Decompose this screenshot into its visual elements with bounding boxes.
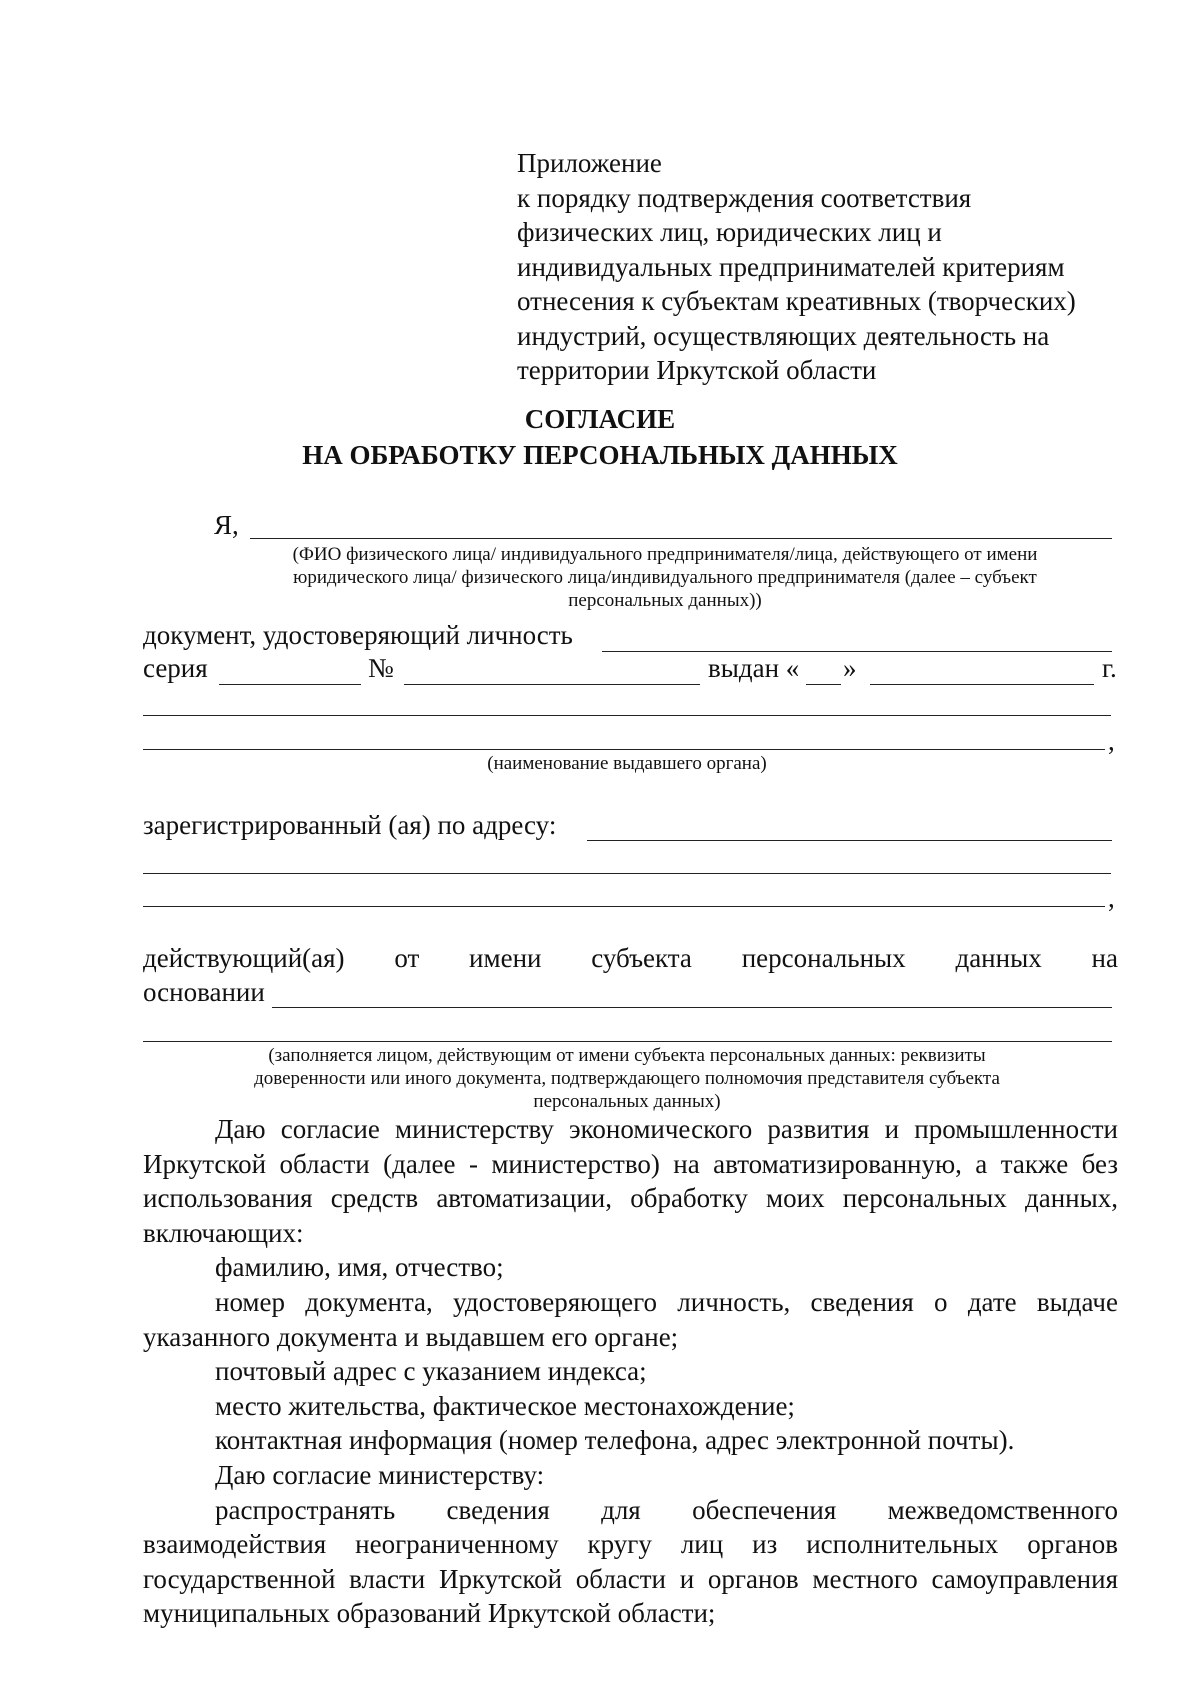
comma: , (1108, 883, 1115, 913)
acting-word: на (1091, 943, 1118, 973)
basis-hint-line: (заполняется лицом, действующим от имени субъекта персональных данных: реквизиты (268, 1045, 986, 1066)
issuer-hint: (наименование выдавшего органа) (487, 753, 767, 774)
appendix-line: отнесения к субъектам креативных (творческих) (517, 286, 1076, 316)
ya-label: Я, (214, 510, 239, 540)
distribute-line: распространять сведения для обеспечения межведомственного (215, 1494, 1118, 1525)
comma: , (1108, 726, 1115, 756)
distribute-line: взаимодействия неограниченному кругу лиц из исполнительных органов (143, 1529, 1118, 1560)
acting-word: имени (469, 943, 542, 973)
basis-field-line[interactable] (272, 1007, 1112, 1008)
consent-line: использования средств автоматизации, обработку моих персональных данных, (143, 1183, 1118, 1214)
document-subtitle: НА ОБРАБОТКУ ПЕРСОНАЛЬНЫХ ДАННЫХ (302, 440, 898, 470)
appendix-line: Приложение (517, 148, 662, 178)
consent-line: Даю согласие министерству экономического развития и промышленности (215, 1114, 1118, 1144)
basis-field-line-2[interactable] (143, 1041, 1112, 1042)
acting-line (143, 943, 1118, 974)
issuer-field-line-2[interactable] (143, 749, 1105, 750)
consent2-line: Даю согласие министерству: (215, 1459, 545, 1490)
doc-label: документ, удостоверяющий личность (143, 620, 573, 650)
acting-word: субъекта (591, 943, 692, 973)
issued-close-quote: » (843, 653, 857, 683)
year-suffix: г. (1102, 653, 1117, 683)
consent-paragraph (143, 1112, 1118, 1631)
number-label: № (368, 653, 394, 683)
list-item-residence: место жительства, фактическое местонахождение; (215, 1390, 795, 1421)
list-item-contacts: контактная информация (номер телефона, адрес электронной почты). (215, 1425, 1015, 1456)
address-field-line-3[interactable] (143, 906, 1105, 907)
address-field-line[interactable] (587, 840, 1112, 841)
distribute-line: государственной власти Иркутской области и органов местного самоуправления (143, 1563, 1118, 1594)
consent-line: включающих: (143, 1217, 304, 1248)
doc-field-line[interactable] (602, 651, 1112, 652)
basis-hint (143, 1044, 1111, 1113)
series-label: серия (143, 653, 208, 683)
issued-day-field-line[interactable] (806, 684, 841, 685)
appendix-line: к порядку подтверждения соответствия (517, 182, 972, 213)
issuer-field-line[interactable] (143, 715, 1111, 716)
issued-date-field-line[interactable] (870, 684, 1094, 685)
basis-hint-line: персональных данных) (533, 1091, 721, 1112)
list-item-doc: номер документа, удостоверяющего личность, сведения о дате выдаче (215, 1286, 1118, 1317)
appendix-line: индивидуальных предпринимателей критериям (517, 251, 1065, 282)
series-field-line[interactable] (219, 684, 361, 685)
consent-line: Иркутской области (далее - министерство) на автоматизированную, а также без (143, 1148, 1118, 1179)
fio-hint (190, 543, 1140, 612)
appendix-line: физических лиц, юридических лиц и (517, 217, 942, 247)
list-item-post: почтовый адрес с указанием индекса; (215, 1356, 647, 1387)
appendix-line: индустрий, осуществляющих деятельность на (517, 320, 1050, 351)
fio-hint-line: персональных данных)) (568, 590, 762, 611)
fio-hint-line: (ФИО физического лица/ индивидуального предпринимателя/лица, действующего от имени (292, 544, 1038, 565)
basis-hint-line: доверенности или иного документа, подтверждающего полномочия представителя субъекта (254, 1068, 1000, 1089)
number-field-line[interactable] (404, 684, 700, 685)
list-item-doc-cont: указанного документа и выдавшем его органе; (143, 1321, 679, 1352)
address-field-line-2[interactable] (143, 873, 1111, 874)
appendix-block (517, 146, 1117, 388)
distribute-line: муниципальных образований Иркутской области; (143, 1598, 716, 1629)
document-title: СОГЛАСИЕ (524, 404, 676, 434)
acting-word: персональных (741, 943, 906, 973)
fio-hint-line: юридического лица/ физического лица/индивидуального предпринимателя (далее – субъект (293, 567, 1037, 588)
appendix-line: территории Иркутской области (517, 355, 877, 385)
basis-label: основании (143, 977, 265, 1007)
acting-word: данных (955, 943, 1042, 973)
issued-label: выдан « (708, 653, 800, 683)
list-item-fio: фамилию, имя, отчество; (215, 1252, 504, 1283)
acting-word: действующий(ая) (143, 943, 345, 973)
fio-field-line[interactable] (250, 538, 1112, 539)
address-label: зарегистрированный (ая) по адресу: (143, 810, 557, 840)
acting-word: от (394, 943, 420, 973)
